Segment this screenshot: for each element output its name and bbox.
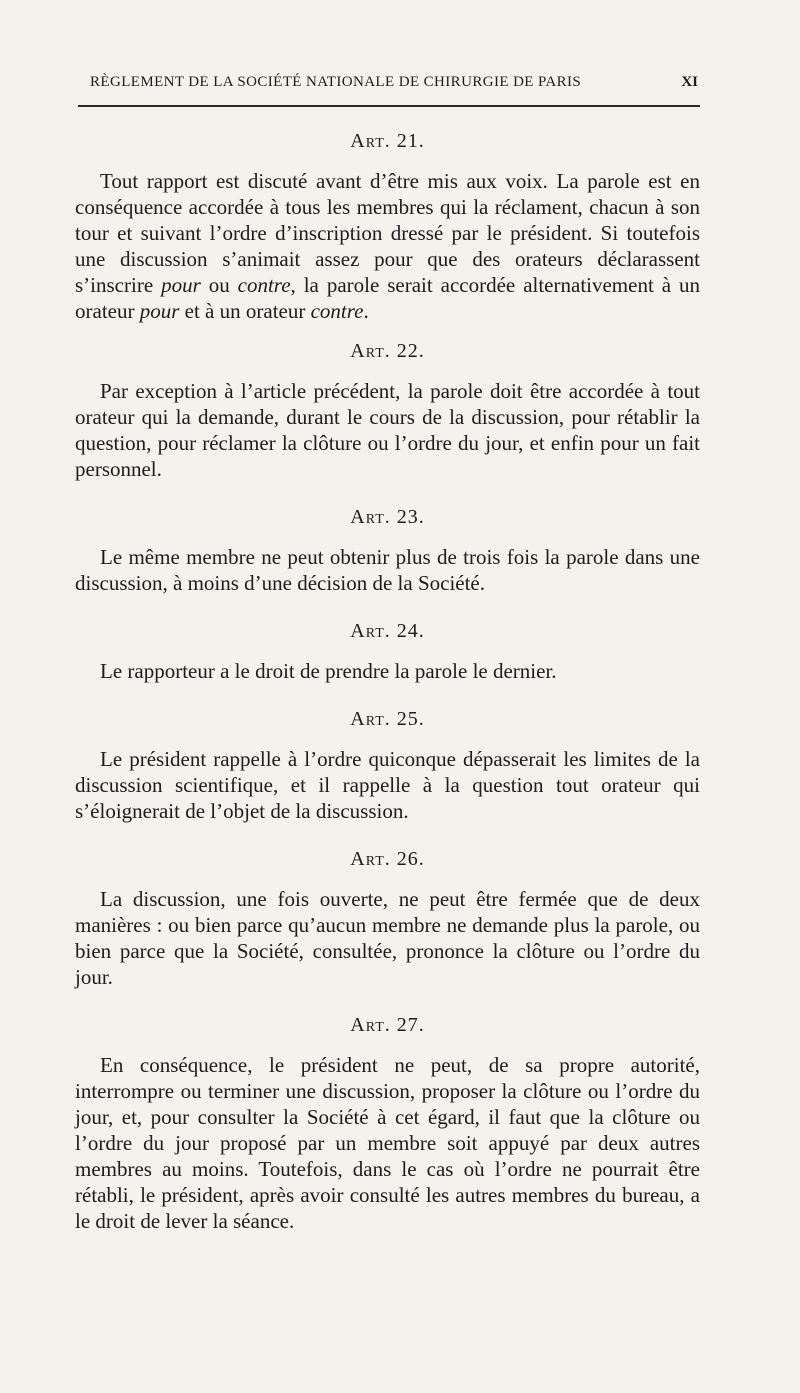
article-heading: Art. 25.	[350, 708, 425, 730]
article-text-emphasis: pour	[139, 299, 180, 323]
article-24	[75, 618, 700, 684]
article-heading: Art. 21.	[350, 130, 425, 152]
article-21	[75, 128, 700, 324]
article-heading: Art. 23.	[350, 506, 425, 528]
article-text-emphasis: pour	[161, 273, 201, 297]
article-text: Par exception à l’article précédent, la parole doit être accordée à tout orateur qui la demande, durant le cours de la discussion, pour rétablir la question, pour réclamer la clôture ou l’ordre du jour, et enfin pour un fait personnel.	[75, 379, 700, 481]
article-text: Le rapporteur a le droit de prendre la parole le dernier.	[100, 659, 557, 683]
page-number: XI	[681, 74, 698, 90]
running-header	[78, 74, 698, 96]
article-text-segment: , la parole serait accordée alternativement à un orateur	[75, 273, 700, 323]
article-text-segment: .	[363, 299, 369, 323]
article-text-segment: et à un orateur	[179, 299, 311, 323]
running-header-title: RÈGLEMENT DE LA SOCIÉTÉ NATIONALE DE CHIRURGIE DE PARIS	[90, 74, 582, 90]
article-heading: Art. 26.	[350, 848, 425, 870]
article-22	[75, 338, 700, 482]
article-25	[75, 706, 700, 824]
article-heading: Art. 27.	[350, 1014, 425, 1036]
article-27	[75, 1012, 700, 1234]
header-rule	[78, 105, 700, 107]
article-text: Le même membre ne peut obtenir plus de trois fois la parole dans une discussion, à moins d’une décision de la Société.	[75, 545, 700, 595]
article-text-segment: ou	[200, 273, 238, 297]
article-heading: Art. 22.	[350, 340, 425, 362]
article-text-emphasis: contre	[310, 299, 364, 323]
article-text-emphasis: contre	[237, 273, 291, 297]
article-23	[75, 504, 700, 596]
article-text	[75, 168, 700, 324]
article-text-segment: Tout rapport est discuté avant d’être mis aux voix. La parole est en conséquence accordée à tous les membres qui la réclament, chacun à son tour et suivant l’ordre d’inscription dressé par le président. Si toutefois une discussion s’animait assez pour que des orateurs déclarassent s’inscrire	[75, 169, 700, 297]
article-list	[75, 128, 700, 1234]
article-text: Le président rappelle à l’ordre quiconque dépasserait les limites de la discussion scientifique, et il rappelle à la question tout orateur qui s’éloignerait de l’objet de la discussion.	[75, 747, 700, 823]
article-text: En conséquence, le président ne peut, de sa propre autorité, interrompre ou terminer une discussion, proposer la clôture ou l’ordre du jour, et, pour consulter la Société à cet égard, il faut que la clôture ou l’ordre du jour proposé par un membre soit appuyé par deux autres membres au moins. Toutefois, dans le cas où l’ordre ne pourrait être rétabli, le président, après avoir consulté les autres membres du bureau, a le droit de lever la séance.	[75, 1053, 700, 1233]
article-26	[75, 846, 700, 990]
article-text: La discussion, une fois ouverte, ne peut être fermée que de deux manières : ou bien parce qu’aucun membre ne demande plus la parole, ou bien parce que la Société, consultée, prononce la clôture ou l’ordre du jour.	[75, 887, 700, 989]
article-heading: Art. 24.	[350, 620, 425, 642]
